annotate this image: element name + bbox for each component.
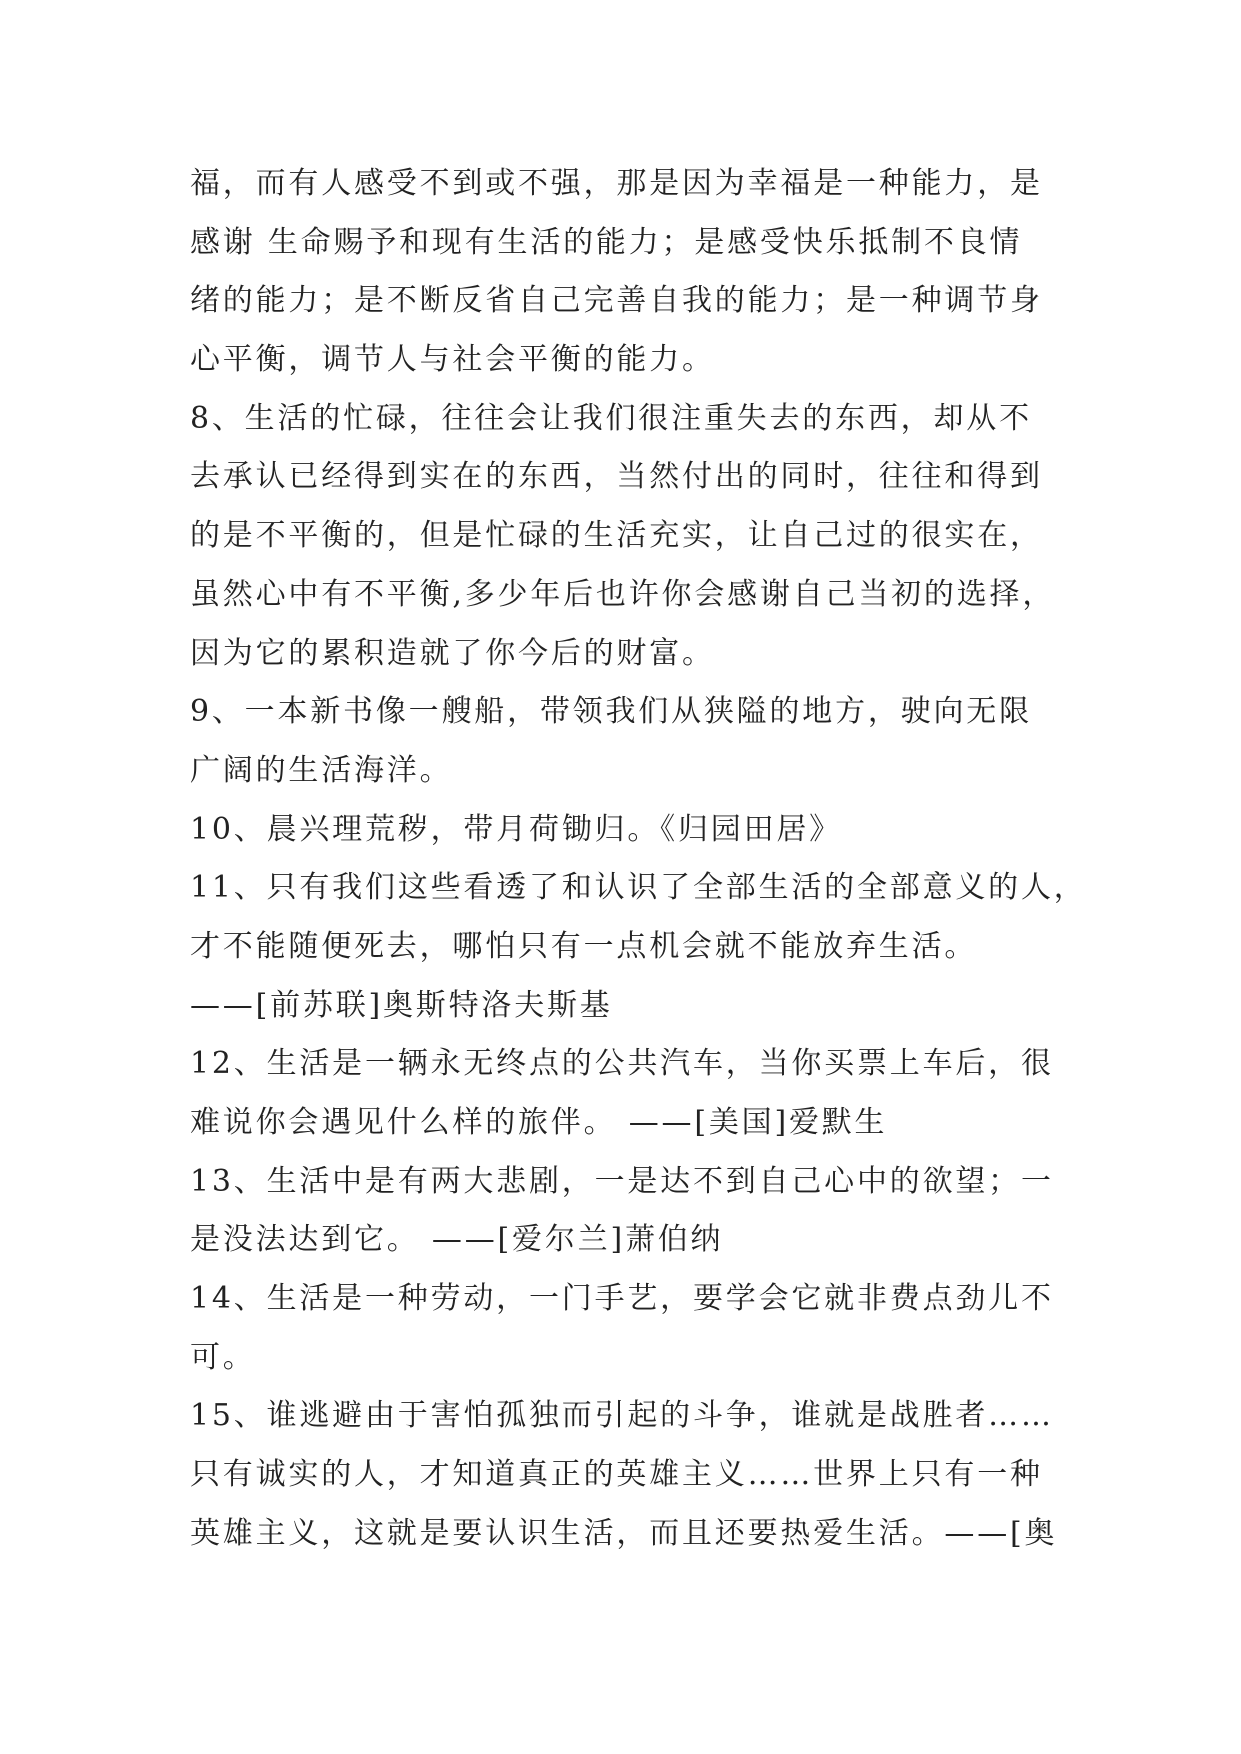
text-line: 可。 xyxy=(190,1339,256,1375)
text-line: 14、生活是一种劳动，一门手艺，要学会它就非费点劲儿不 xyxy=(190,1281,1054,1317)
text-line: 是没法达到它。 ——[爱尔兰]萧伯纳 xyxy=(190,1222,724,1258)
document-body xyxy=(190,155,1087,1564)
text-line: 去承认已经得到实在的东西，当然付出的同时，往往和得到 xyxy=(190,459,1043,495)
text-line: 10、晨兴理荒秽，带月荷锄归。《归园田居》 xyxy=(190,811,842,847)
text-line: 13、生活中是有两大悲剧，一是达不到自己心中的欲望；一 xyxy=(190,1163,1054,1199)
text-line: 的是不平衡的，但是忙碌的生活充实，让自己过的很实在， xyxy=(190,518,1043,554)
text-line: 因为它的累积造就了你今后的财富。 xyxy=(190,635,715,671)
text-line: 虽然心中有不平衡,多少年后也许你会感谢自己当初的选择， xyxy=(190,576,1056,612)
text-line: 8、生活的忙碌，往往会让我们很注重失去的东西，却从不 xyxy=(190,400,1032,436)
text-line: 心平衡，调节人与社会平衡的能力。 xyxy=(190,342,715,378)
text-line: 11、只有我们这些看透了和认识了全部生活的全部意义的人， xyxy=(190,870,1087,906)
text-line: 英雄主义，这就是要认识生活，而且还要热爱生活。——[奥 xyxy=(190,1515,1058,1551)
text-line: ——[前苏联]奥斯特洛夫斯基 xyxy=(190,987,613,1023)
text-line: 福，而有人感受不到或不强，那是因为幸福是一种能力，是 xyxy=(190,166,1043,201)
text-line: 难说你会遇见什么样的旅伴。 ——[美国]爱默生 xyxy=(190,1105,888,1140)
text-line: 才不能随便死去，哪怕只有一点机会就不能放弃生活。 xyxy=(190,928,978,964)
text-line: 12、生活是一辆永无终点的公共汽车，当你买票上车后，很 xyxy=(190,1046,1054,1082)
text-line: 9、一本新书像一艘船，带领我们从狭隘的地方，驶向无限 xyxy=(190,694,1032,730)
text-line: 只有诚实的人，才知道真正的英雄主义……世界上只有一种 xyxy=(190,1457,1043,1493)
text-line: 绪的能力；是不断反省自己完善自我的能力；是一种调节身 xyxy=(190,283,1043,319)
text-line: 感谢 生命赐予和现有生活的能力；是感受快乐抵制不良情 xyxy=(190,224,1023,260)
text-line: 广阔的生活海洋。 xyxy=(190,752,453,788)
text-line: 15、谁逃避由于害怕孤独而引起的斗争，谁就是战胜者…… xyxy=(190,1398,1054,1434)
